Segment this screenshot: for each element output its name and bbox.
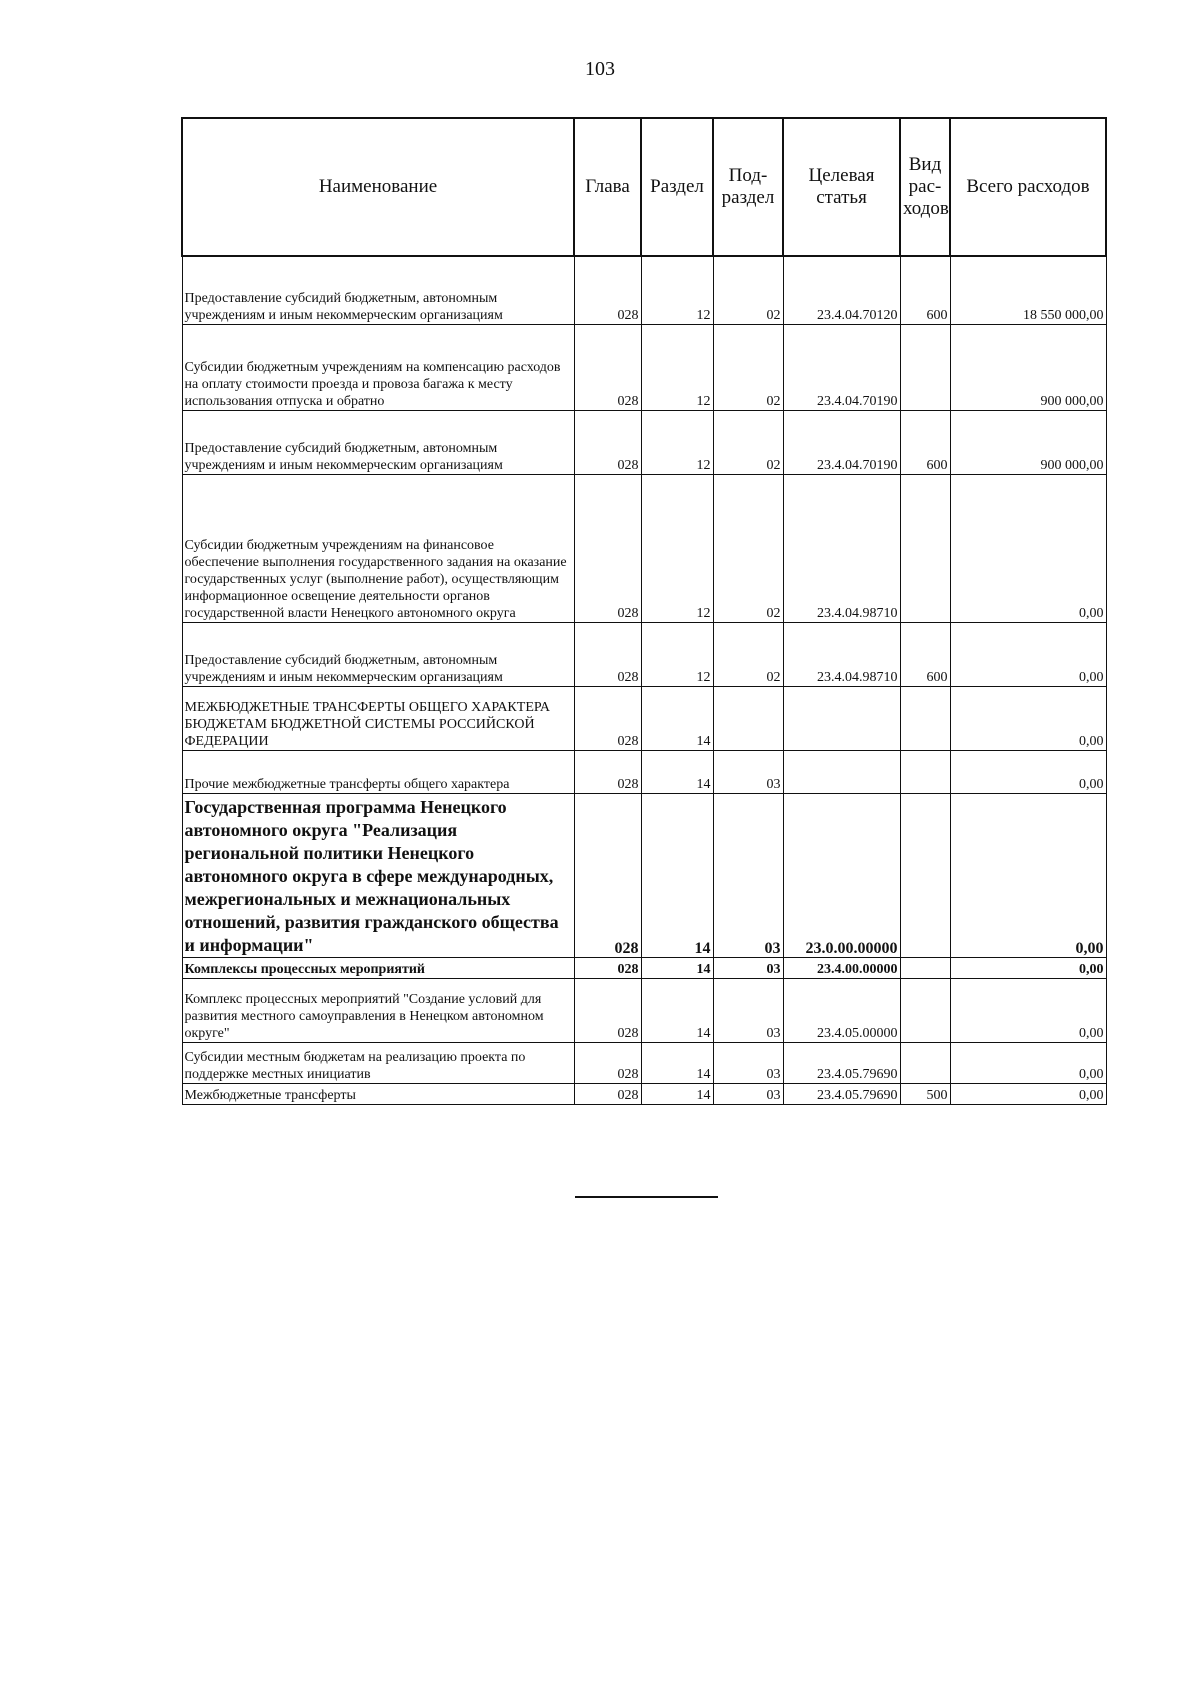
row-total: 0,00: [950, 622, 1106, 686]
row-celevaya: 23.0.00.00000: [783, 793, 900, 957]
row-glava: 028: [574, 1083, 641, 1104]
row-total: 0,00: [950, 978, 1106, 1042]
row-vid: [900, 474, 950, 622]
row-total: 0,00: [950, 474, 1106, 622]
row-celevaya: 23.4.05.79690: [783, 1083, 900, 1104]
table-row: [182, 622, 1106, 686]
header-razdel: Раздел: [641, 118, 713, 256]
table-row: [182, 750, 1106, 793]
row-glava: 028: [574, 793, 641, 957]
row-vid: [900, 957, 950, 978]
row-glava: 028: [574, 686, 641, 750]
table-header: [182, 118, 1106, 256]
row-razdel: 14: [641, 1083, 713, 1104]
row-podrazdel: 03: [713, 793, 783, 957]
row-podrazdel: 03: [713, 1083, 783, 1104]
row-podrazdel: 02: [713, 474, 783, 622]
row-podrazdel: 02: [713, 622, 783, 686]
row-razdel: 14: [641, 978, 713, 1042]
row-total: 0,00: [950, 686, 1106, 750]
header-vid: Вид рас- ходов: [900, 118, 950, 256]
row-vid: [900, 1042, 950, 1083]
row-vid: 600: [900, 410, 950, 474]
table-row: [182, 686, 1106, 750]
row-vid: 600: [900, 622, 950, 686]
row-podrazdel: 02: [713, 256, 783, 324]
row-razdel: 14: [641, 686, 713, 750]
row-glava: 028: [574, 957, 641, 978]
row-name: Прочие межбюджетные трансферты общего характера: [182, 750, 574, 793]
row-glava: 028: [574, 474, 641, 622]
row-celevaya: 23.4.05.79690: [783, 1042, 900, 1083]
row-vid: [900, 793, 950, 957]
row-name: Субсидии бюджетным учреждениям на компенсацию расходов на оплату стоимости проезда и провоза багажа к месту использования отпуска и обратно: [182, 324, 574, 410]
header-podrazdel: Под- раздел: [713, 118, 783, 256]
row-glava: 028: [574, 324, 641, 410]
row-total: 0,00: [950, 1042, 1106, 1083]
header-celevaya: Целевая статья: [783, 118, 900, 256]
table-row: [182, 256, 1106, 324]
row-celevaya: [783, 750, 900, 793]
row-total: 18 550 000,00: [950, 256, 1106, 324]
row-razdel: 12: [641, 622, 713, 686]
row-podrazdel: 03: [713, 1042, 783, 1083]
row-name: Межбюджетные трансферты: [182, 1083, 574, 1104]
row-razdel: 12: [641, 256, 713, 324]
row-total: 900 000,00: [950, 410, 1106, 474]
table-row: [182, 1083, 1106, 1104]
table-row: [182, 793, 1106, 957]
row-name: Предоставление субсидий бюджетным, автономным учреждениям и иным некоммерческим организациям: [182, 622, 574, 686]
table-row: [182, 324, 1106, 410]
row-glava: 028: [574, 410, 641, 474]
row-vid: [900, 750, 950, 793]
row-name: Субсидии местным бюджетам на реализацию проекта по поддержке местных инициатив: [182, 1042, 574, 1083]
row-razdel: 14: [641, 750, 713, 793]
budget-table: [181, 117, 1107, 1105]
row-total: 0,00: [950, 750, 1106, 793]
row-celevaya: 23.4.04.70120: [783, 256, 900, 324]
header-total: Всего расходов: [950, 118, 1106, 256]
row-name: МЕЖБЮДЖЕТНЫЕ ТРАНСФЕРТЫ ОБЩЕГО ХАРАКТЕРА БЮДЖЕТАМ БЮДЖЕТНОЙ СИСТЕМЫ РОССИЙСКОЙ ФЕДЕРАЦИИ: [182, 686, 574, 750]
header-name: Наименование: [182, 118, 574, 256]
row-total: 0,00: [950, 793, 1106, 957]
page-number: 103: [585, 58, 615, 80]
row-razdel: 12: [641, 324, 713, 410]
row-celevaya: 23.4.05.00000: [783, 978, 900, 1042]
row-celevaya: 23.4.00.00000: [783, 957, 900, 978]
row-vid: 600: [900, 256, 950, 324]
row-name: Государственная программа Ненецкого автономного округа "Реализация региональной политики Ненецкого автономного округа в сфере международных, межрегиональных и межнациональных отношений, развития гражданского общества и информации": [182, 793, 574, 957]
row-razdel: 12: [641, 410, 713, 474]
table-row: [182, 410, 1106, 474]
row-glava: 028: [574, 256, 641, 324]
row-vid: [900, 978, 950, 1042]
header-glava: Глава: [574, 118, 641, 256]
row-podrazdel: 02: [713, 410, 783, 474]
row-vid: [900, 686, 950, 750]
row-razdel: 14: [641, 1042, 713, 1083]
row-total: 0,00: [950, 1083, 1106, 1104]
row-glava: 028: [574, 978, 641, 1042]
row-name: Предоставление субсидий бюджетным, автономным учреждениям и иным некоммерческим организациям: [182, 410, 574, 474]
row-total: 0,00: [950, 957, 1106, 978]
row-celevaya: 23.4.04.70190: [783, 324, 900, 410]
row-name: Комплекс процессных мероприятий "Создание условий для развития местного самоуправления в Ненецком автономном округе": [182, 978, 574, 1042]
row-podrazdel: 02: [713, 324, 783, 410]
row-podrazdel: 03: [713, 750, 783, 793]
row-razdel: 12: [641, 474, 713, 622]
row-glava: 028: [574, 1042, 641, 1083]
table-row: [182, 978, 1106, 1042]
row-celevaya: 23.4.04.98710: [783, 474, 900, 622]
row-glava: 028: [574, 750, 641, 793]
row-celevaya: 23.4.04.70190: [783, 410, 900, 474]
row-razdel: 14: [641, 957, 713, 978]
row-name: Предоставление субсидий бюджетным, автономным учреждениям и иным некоммерческим организациям: [182, 256, 574, 324]
row-total: 900 000,00: [950, 324, 1106, 410]
row-podrazdel: 03: [713, 978, 783, 1042]
table-row: [182, 957, 1106, 978]
row-celevaya: 23.4.04.98710: [783, 622, 900, 686]
row-name: Комплексы процессных мероприятий: [182, 957, 574, 978]
row-glava: 028: [574, 622, 641, 686]
row-razdel: 14: [641, 793, 713, 957]
row-celevaya: [783, 686, 900, 750]
table-row: [182, 1042, 1106, 1083]
row-vid: [900, 324, 950, 410]
row-podrazdel: 03: [713, 957, 783, 978]
row-name: Субсидии бюджетным учреждениям на финансовое обеспечение выполнения государственного задания на оказание государственных услуг (выполнение работ), осуществляющим информационное освещение деятельности органов государственной власти Ненецкого автономного округа: [182, 474, 574, 622]
table-row: [182, 474, 1106, 622]
footer-divider: [575, 1196, 718, 1198]
row-podrazdel: [713, 686, 783, 750]
row-vid: 500: [900, 1083, 950, 1104]
